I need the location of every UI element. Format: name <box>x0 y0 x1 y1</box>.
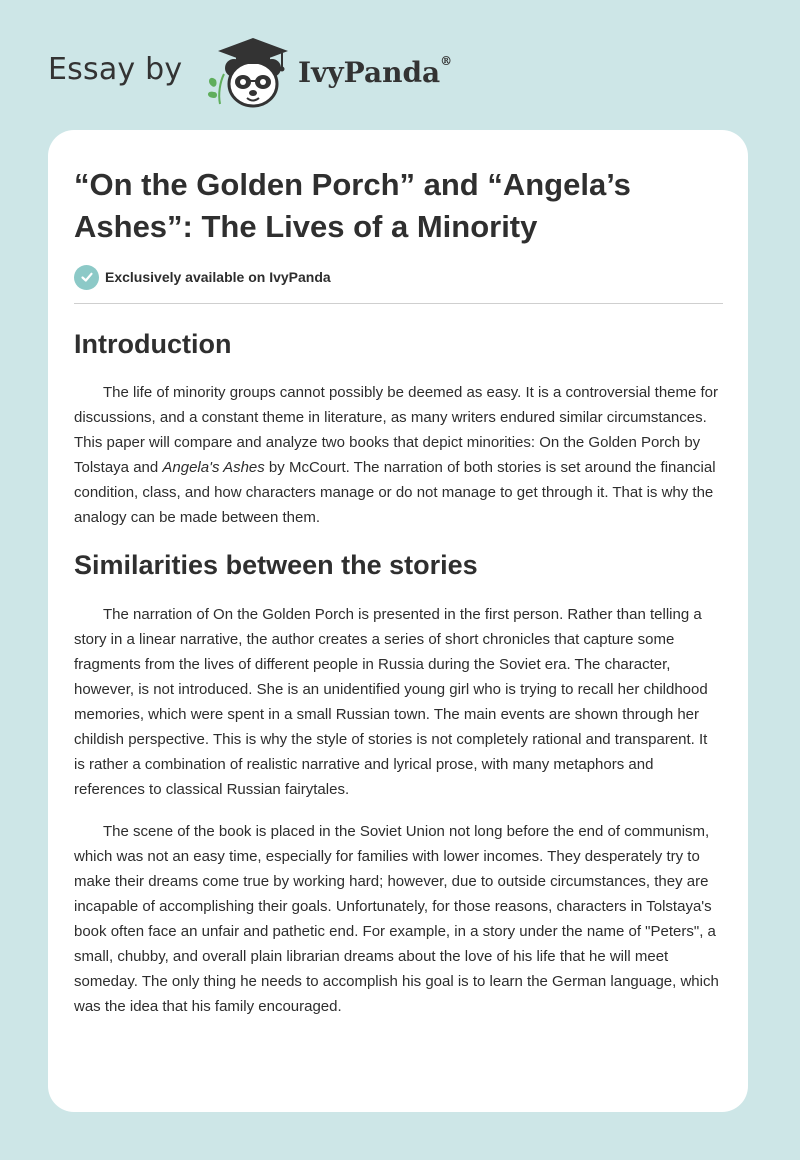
registered-mark: ® <box>440 54 453 68</box>
book-title-italic: Angela's Ashes <box>162 459 265 476</box>
panda-graduate-logo-icon[interactable] <box>202 34 292 110</box>
essay-by-label: Essay by <box>48 52 183 87</box>
badge-label: Exclusively available on IvyPanda <box>105 269 331 285</box>
exclusive-badge <box>74 264 331 290</box>
brand-name[interactable]: IvyPanda® <box>298 54 453 89</box>
body-paragraph: The narration of On the Golden Porch is presented in the first person. Rather than telling a story in a linear narrative, the author creates a series of short chronicles that capture some fragments from the lives of different people in Russia during the Soviet era. The character, however, is not introduced. She is an unidentified young girl who is trying to recall her childhood memories, which were spent in a small Russian town. The main events are shown through her childish perspective. This is why the style of stories is not completely rational and transparent. It is rather a combination of realistic narrative and lyrical prose, with many metaphors and references to classical Russian fairytales. <box>74 606 708 798</box>
section-heading-similarities: Similarities between the stories <box>74 550 478 580</box>
essay-body <box>74 326 722 1036</box>
site-header <box>48 30 528 110</box>
title-divider <box>74 303 723 304</box>
section-heading-introduction: Introduction <box>74 329 232 359</box>
essay-title: “On the Golden Porch” and “Angela’s Ashes”: The Lives of a Minority <box>74 167 631 244</box>
body-paragraph: The scene of the book is placed in the Soviet Union not long before the end of communism, which was not an easy time, especially for families with lower incomes. They desperately try to make their dreams come true by working hard; however, due to outside circumstances, they are incapable of accomplishing their goals. Unfortunately, for those reasons, characters in Tolstaya's book often face an unfair and pathetic end. For example, in a story under the name of "Peters", a small, chubby, and overall plain librarian dreams about the love of his life that he will meet someday. The only thing he needs to accomplish his goal is to learn the German language, which was the idea that his family encouraged. <box>74 823 719 1015</box>
essay-card <box>48 130 748 1112</box>
checkmark-circle-icon <box>74 265 99 290</box>
intro-paragraph: The life of minority groups cannot possibly be deemed as easy. It is a controversial theme for discussions, and a constant theme in literature, as many writers endured similar circumstances. This paper will compare and analyze two books that depict minorities: On the Golden Porch by Tolstaya and Angela's Ashes by McCourt. The narration of both stories is set around the financial condition, class, and how characters manage or do not manage to get through it. That is why the analogy can be made between them. <box>74 384 719 526</box>
